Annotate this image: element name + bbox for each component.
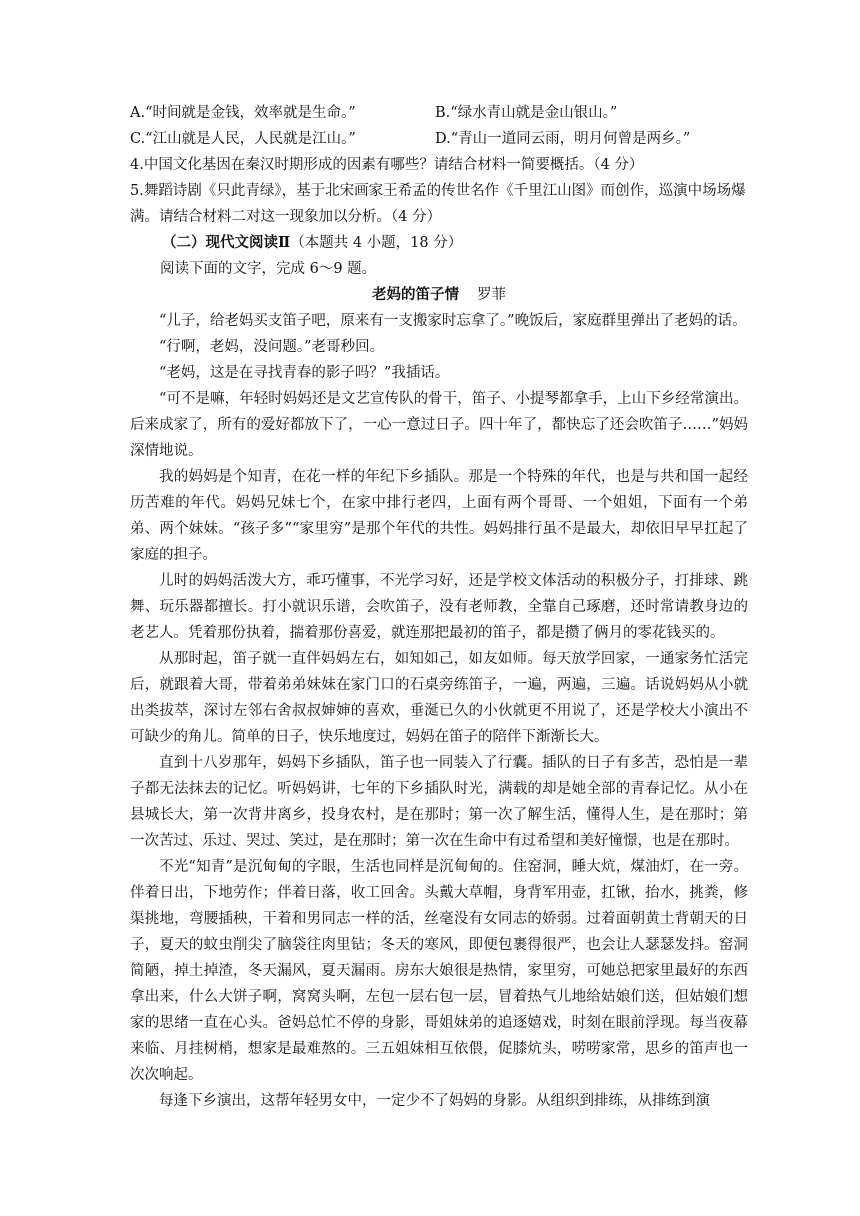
article-title: 老妈的笛子情 (372, 286, 459, 303)
option-d: D.“青山一道同云雨，明月何曾是两乡。” (435, 131, 691, 147)
paragraph: 我的妈妈是个知青，在花一样的年纪下乡插队。那是一个特殊的年代，也是与共和国一起经历苦难的年代。妈妈兄妹七个，在家中排行老四，上面有两个哥哥、一个姐姐，下面有一个弟弟、两个妹妹。“孩子多”“家里穷”是那个年代的共性。妈妈排行虽不是最大，却依旧早早扛起了家庭的担子。 (130, 469, 748, 563)
section-heading (162, 230, 748, 256)
option-c: C.“江山就是人民，人民就是江山。” (130, 131, 356, 147)
answer-options (130, 100, 748, 152)
paragraph: 从那时起，笛子就一直伴妈妈左右，如知如己，如友如师。每天放学回家，一通家务忙活完后，就跟着大哥，带着弟弟妹妹在家门口的石桌旁练笛子，一遍，两遍，三遍。话说妈妈从小就出类拔萃，深讨左邻右舍叔叔婶婶的喜欢，垂涎已久的小伙就更不用说了，还是学校大小演出不可缺少的角儿。简单的日子，快乐地度过，妈妈在笛子的陪伴下渐渐长大。 (130, 651, 748, 745)
paragraph: “老妈，这是在寻找青春的影子吗？”我插话。 (159, 365, 450, 381)
question-4: 4.中国文化基因在秦汉时期形成的因素有哪些？请结合材料一简要概括。（4 分） (130, 157, 644, 173)
article-author: 罗菲 (477, 287, 506, 303)
section-note: （本题共 4 小题，18 分） (290, 235, 463, 251)
article-body (130, 308, 748, 1114)
paragraph: “行啊，老妈，没问题。”老哥秒回。 (159, 339, 385, 355)
paragraph: 直到十八岁那年，妈妈下乡插队，笛子也一同装入了行囊。插队的日子有多苦，恐怕是一辈子都无法抹去的记忆。听妈妈讲，七年的下乡插队时光，满载的却是她全部的青春记忆。从小在县城长大，第一次背井离乡，投身农村，是在那时；第一次了解生活，懂得人生，是在那时；第一次苦过、乐过、哭过、笑过，是在那时；第一次在生命中有过希望和美好憧憬，也是在那时。 (130, 755, 748, 849)
reading-instruction: 阅读下面的文字，完成 6～9 题。 (160, 261, 377, 277)
option-b: B.“绿水青山就是金山银山。” (435, 105, 618, 121)
article-header (130, 282, 748, 308)
question-5: 5.舞蹈诗剧《只此青绿》，基于北宋画家王希孟的传世名作《千里江山图》而创作，巡演中场场爆满。请结合材料二对这一现象加以分析。（4 分） (130, 183, 746, 225)
paragraph: 不光“知青”是沉甸甸的字眼，生活也同样是沉甸甸的。住窑洞，睡大炕，煤油灯，在一旁。伴着日出，下地劳作；伴着日落，收工回舍。头戴大草帽，身背军用壶，扛锹，抬水，挑粪，修渠挑地，弯腰插秧，干着和男同志一样的活，丝毫没有女同志的娇弱。过着面朝黄土背朝天的日子，夏天的蚊虫削尖了脑袋往肉里钻；冬天的寒风，即便包裹得很严，也会让人瑟瑟发抖。窑洞简陋，掉土掉渣，冬天漏风，夏天漏雨。房东大娘很是热情，家里穷，可她总把家里最好的东西拿出来，什么大饼子啊，窝窝头啊，左包一层右包一层，冒着热气儿地给姑娘们送，但姑娘们想家的思绪一直在心头。爸妈总忙不停的身影，哥姐妹弟的追逐嬉戏，时刻在眼前浮现。每当夜幕来临、月挂树梢，想家是最难熬的。三五姐妹相互依偎，促膝炕头，唠唠家常，思乡的笛声也一次次响起。 (130, 859, 748, 1083)
paragraph: 儿时的妈妈活泼大方，乖巧懂事，不光学习好，还是学校文体活动的积极分子，打排球、跳舞、玩乐器都擅长。打小就识乐谱，会吹笛子，没有老师教，全靠自己琢磨，还时常请教身边的老艺人。凭着那份执着，揣着那份喜爱，就连那把最初的笛子，都是攒了俩月的零花钱买的。 (130, 573, 748, 641)
paragraph: “可不是嘛，年轻时妈妈还是文艺宣传队的骨干，笛子、小提琴都拿手，上山下乡经常演出。后来成家了，所有的爱好都放下了，一心一意过日子。四十年了，都快忘了还会吹笛子……”妈妈深情地说。 (130, 391, 748, 459)
option-a: A.“时间就是金钱，效率就是生命。” (130, 105, 356, 121)
section-title: （二）现代文阅读Ⅱ (162, 234, 291, 251)
paragraph: “儿子，给老妈买支笛子吧，原来有一支搬家时忘拿了。”晚饭后，家庭群里弹出了老妈的话。 (159, 313, 747, 329)
paragraph: 每逢下乡演出，这帮年轻男女中，一定少不了妈妈的身影。从组织到排练，从排练到演 (159, 1093, 710, 1109)
